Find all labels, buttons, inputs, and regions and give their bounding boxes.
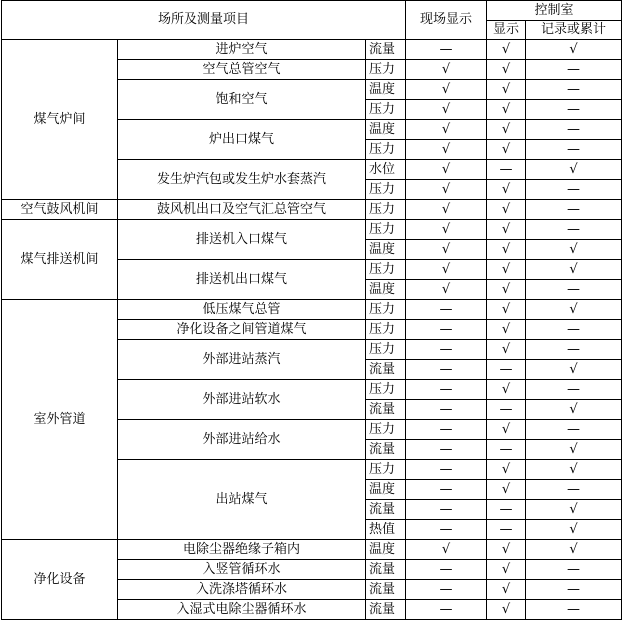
control-display-mark: √: [487, 300, 526, 320]
control-display-mark: —: [487, 360, 526, 380]
item-name: 外部进站给水: [118, 420, 366, 460]
local-display-mark: —: [406, 580, 487, 600]
record-mark: —: [526, 220, 622, 240]
record-mark: √: [526, 360, 622, 380]
parameter-cell: 流量: [366, 560, 406, 580]
table-body: [2, 40, 622, 620]
item-name: 电除尘器绝缘子箱内: [118, 540, 366, 560]
control-display-mark: √: [487, 40, 526, 60]
control-display-mark: √: [487, 460, 526, 480]
item-name: 炉出口煤气: [118, 120, 366, 160]
header-local-display: 现场显示: [406, 1, 487, 40]
parameter-cell: 流量: [366, 580, 406, 600]
local-display-mark: √: [406, 180, 487, 200]
local-display-mark: —: [406, 600, 487, 620]
parameter-cell: 热值: [366, 520, 406, 540]
local-display-mark: √: [406, 220, 487, 240]
control-display-mark: —: [487, 400, 526, 420]
control-display-mark: √: [487, 380, 526, 400]
record-mark: —: [526, 320, 622, 340]
parameter-cell: 压力: [366, 180, 406, 200]
local-display-mark: √: [406, 60, 487, 80]
local-display-mark: —: [406, 440, 487, 460]
control-display-mark: √: [487, 320, 526, 340]
record-mark: —: [526, 420, 622, 440]
parameter-cell: 温度: [366, 80, 406, 100]
section-name: 净化设备: [2, 540, 118, 620]
parameter-cell: 流量: [366, 360, 406, 380]
local-display-mark: √: [406, 540, 487, 560]
record-mark: —: [526, 340, 622, 360]
record-mark: —: [526, 120, 622, 140]
parameter-cell: 压力: [366, 200, 406, 220]
control-display-mark: √: [487, 200, 526, 220]
item-name: 出站煤气: [118, 460, 366, 540]
control-display-mark: —: [487, 440, 526, 460]
parameter-cell: 温度: [366, 540, 406, 560]
parameter-cell: 压力: [366, 60, 406, 80]
control-display-mark: √: [487, 140, 526, 160]
header-record: 记录或累计: [526, 21, 622, 40]
local-display-mark: √: [406, 280, 487, 300]
parameter-cell: 压力: [366, 100, 406, 120]
local-display-mark: —: [406, 340, 487, 360]
parameter-cell: 压力: [366, 380, 406, 400]
control-display-mark: √: [487, 600, 526, 620]
parameter-cell: 流量: [366, 600, 406, 620]
section-name: 空气鼓风机间: [2, 200, 118, 220]
parameter-cell: 压力: [366, 420, 406, 440]
parameter-cell: 温度: [366, 280, 406, 300]
control-display-mark: √: [487, 120, 526, 140]
parameter-cell: 温度: [366, 120, 406, 140]
local-display-mark: —: [406, 400, 487, 420]
control-display-mark: √: [487, 280, 526, 300]
record-mark: —: [526, 80, 622, 100]
local-display-mark: —: [406, 420, 487, 440]
control-display-mark: √: [487, 540, 526, 560]
control-display-mark: √: [487, 340, 526, 360]
record-mark: —: [526, 140, 622, 160]
section-name: 煤气炉间: [2, 40, 118, 200]
item-name: 外部进站软水: [118, 380, 366, 420]
local-display-mark: —: [406, 520, 487, 540]
parameter-cell: 压力: [366, 320, 406, 340]
record-mark: —: [526, 60, 622, 80]
table-row: [2, 300, 622, 320]
item-name: 发生炉汽包或发生炉水套蒸汽: [118, 160, 366, 200]
local-display-mark: √: [406, 160, 487, 180]
record-mark: √: [526, 520, 622, 540]
control-display-mark: √: [487, 420, 526, 440]
table-row: [2, 540, 622, 560]
control-display-mark: —: [487, 500, 526, 520]
control-display-mark: √: [487, 100, 526, 120]
control-display-mark: √: [487, 180, 526, 200]
control-display-mark: √: [487, 80, 526, 100]
control-display-mark: √: [487, 240, 526, 260]
parameter-cell: 水位: [366, 160, 406, 180]
record-mark: —: [526, 180, 622, 200]
control-display-mark: —: [487, 160, 526, 180]
table-row: [2, 40, 622, 60]
local-display-mark: √: [406, 140, 487, 160]
control-display-mark: √: [487, 220, 526, 240]
local-display-mark: —: [406, 480, 487, 500]
record-mark: √: [526, 460, 622, 480]
header-row-1: [2, 1, 622, 21]
record-mark: —: [526, 100, 622, 120]
parameter-cell: 流量: [366, 40, 406, 60]
item-name: 入湿式电除尘器循环水: [118, 600, 366, 620]
parameter-cell: 压力: [366, 300, 406, 320]
item-name: 鼓风机出口及空气汇总管空气: [118, 200, 366, 220]
local-display-mark: √: [406, 100, 487, 120]
record-mark: —: [526, 280, 622, 300]
item-name: 进炉空气: [118, 40, 366, 60]
local-display-mark: —: [406, 40, 487, 60]
record-mark: √: [526, 240, 622, 260]
parameter-cell: 压力: [366, 220, 406, 240]
item-name: 外部进站蒸汽: [118, 340, 366, 380]
control-display-mark: √: [487, 560, 526, 580]
item-name: 入竖管循环水: [118, 560, 366, 580]
control-display-mark: √: [487, 60, 526, 80]
local-display-mark: —: [406, 320, 487, 340]
item-name: 入洗涤塔循环水: [118, 580, 366, 600]
local-display-mark: √: [406, 200, 487, 220]
local-display-mark: √: [406, 260, 487, 280]
header-control-room: 控制室: [487, 1, 622, 21]
record-mark: √: [526, 500, 622, 520]
record-mark: √: [526, 440, 622, 460]
measurement-table: [1, 0, 622, 620]
control-display-mark: √: [487, 260, 526, 280]
item-name: 净化设备之间管道煤气: [118, 320, 366, 340]
header-display: 显示: [487, 21, 526, 40]
local-display-mark: √: [406, 80, 487, 100]
record-mark: √: [526, 260, 622, 280]
record-mark: —: [526, 380, 622, 400]
record-mark: √: [526, 160, 622, 180]
parameter-cell: 温度: [366, 480, 406, 500]
local-display-mark: —: [406, 380, 487, 400]
local-display-mark: —: [406, 460, 487, 480]
local-display-mark: —: [406, 300, 487, 320]
local-display-mark: —: [406, 560, 487, 580]
parameter-cell: 流量: [366, 440, 406, 460]
item-name: 低压煤气总管: [118, 300, 366, 320]
local-display-mark: √: [406, 120, 487, 140]
section-name: 煤气排送机间: [2, 220, 118, 300]
record-mark: —: [526, 200, 622, 220]
record-mark: √: [526, 300, 622, 320]
item-name: 排送机出口煤气: [118, 260, 366, 300]
parameter-cell: 压力: [366, 340, 406, 360]
record-mark: —: [526, 480, 622, 500]
parameter-cell: 温度: [366, 240, 406, 260]
record-mark: —: [526, 580, 622, 600]
parameter-cell: 流量: [366, 500, 406, 520]
record-mark: √: [526, 540, 622, 560]
item-name: 空气总管空气: [118, 60, 366, 80]
record-mark: √: [526, 400, 622, 420]
local-display-mark: —: [406, 500, 487, 520]
record-mark: √: [526, 40, 622, 60]
item-name: 排送机入口煤气: [118, 220, 366, 260]
record-mark: —: [526, 600, 622, 620]
local-display-mark: √: [406, 240, 487, 260]
item-name: 饱和空气: [118, 80, 366, 120]
parameter-cell: 压力: [366, 460, 406, 480]
table-row: [2, 200, 622, 220]
parameter-cell: 压力: [366, 140, 406, 160]
local-display-mark: —: [406, 360, 487, 380]
control-display-mark: √: [487, 580, 526, 600]
record-mark: —: [526, 560, 622, 580]
control-display-mark: —: [487, 520, 526, 540]
control-display-mark: √: [487, 480, 526, 500]
parameter-cell: 压力: [366, 260, 406, 280]
section-name: 室外管道: [2, 300, 118, 540]
parameter-cell: 流量: [366, 400, 406, 420]
table-row: [2, 220, 622, 240]
header-location-item: 场所及测量项目: [2, 1, 406, 40]
